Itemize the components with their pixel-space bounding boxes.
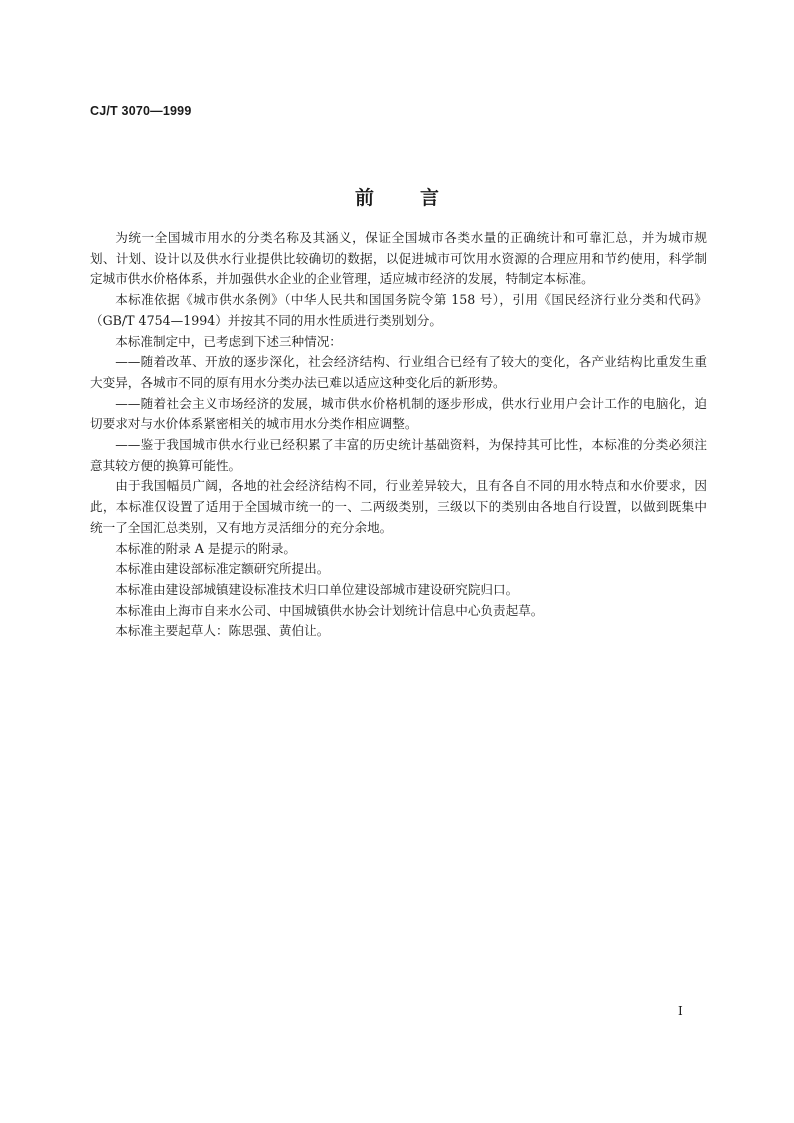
paragraph-drafters: 本标准主要起草人：陈思强、黄伯让。 [115, 623, 330, 639]
foreword-body [90, 228, 707, 642]
paragraph-consideration-market: ——随着社会主义市场经济的发展，城市供水价格机制的逐步形成，供水行业用户会计工作的电脑化，迫切要求对与水价体系紧密相关的城市用水分类作相应调整。 [90, 395, 707, 432]
page-title: 前言 [354, 187, 485, 209]
paragraph-administrator: 本标准由建设部城镇建设标准技术归口单位建设部城市建设研究院归口。 [115, 581, 519, 597]
paragraph-proposer: 本标准由建设部标准定额研究所提出。 [115, 561, 330, 577]
paragraph-drafting-units: 本标准由上海市自来水公司、中国城镇供水协会计划统计信息中心负责起草。 [115, 602, 544, 618]
paragraph-basis: 本标准依据《城市供水条例》（中华人民共和国国务院令第 158 号），引用《国民经济行业分类和代码》（GB/T 4754—1994）并按其不同的用水性质进行类别划分。 [90, 292, 707, 328]
paragraph-consideration-reform: ——随着改革、开放的逐步深化，社会经济结构、行业组合已经有了较大的变化，各产业结构比重发生重大变异，各城市不同的原有用水分类办法已难以适应这种变化后的新形势。 [90, 354, 707, 390]
paragraph-purpose: 为统一全国城市用水的分类名称及其涵义，保证全国城市各类水量的正确统计和可靠汇总，并为城市规划、计划、设计以及供水行业提供比较确切的数据，以促进城市可饮用水资源的合理应用和节约使用，科学制定城市供水价格体系，并加强供水企业的企业管理，适应城市经济的发展，特制定本标准。 [90, 230, 707, 287]
paragraph-consideration-statistics: ——鉴于我国城市供水行业已经积累了丰富的历史统计基础资料，为保持其可比性，本标准的分类必须注意其较方便的换算可能性。 [90, 437, 707, 473]
page-number: I [678, 1004, 683, 1018]
paragraph-classification-scope: 由于我国幅员广阔，各地的社会经济结构不同，行业差异较大，且有各自不同的用水特点和水价要求，因此，本标准仅设置了适用于全国城市统一的一、二两级类别，三级以下的类别由各地自行设置，以做到既集中统一了全国汇总类别，又有地方灵活细分的充分余地。 [90, 478, 707, 535]
standard-code: CJ/T 3070—1999 [90, 104, 192, 118]
paragraph-considerations-intro: 本标准制定中，已考虑到下述三种情况： [115, 333, 342, 349]
paragraph-appendix-note: 本标准的附录 A 是提示的附录。 [115, 540, 297, 556]
